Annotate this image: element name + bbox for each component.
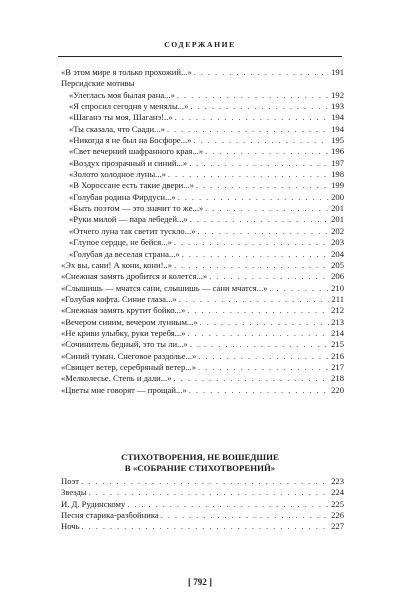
toc-leader-dots: [205, 203, 329, 214]
toc-entry-page: 217: [331, 361, 344, 372]
toc-entry-page: 194: [331, 123, 344, 134]
toc-entry-page: 193: [331, 101, 344, 112]
toc-leader-dots: [187, 305, 329, 316]
toc-leader-dots: [81, 476, 329, 487]
toc-entry: [61, 521, 344, 532]
toc-entry-page: 211: [331, 293, 344, 304]
toc-leader-dots: [167, 124, 329, 135]
toc-entry: [61, 78, 344, 89]
toc-leader-dots: [187, 328, 329, 339]
section-heading: [0, 452, 400, 474]
toc-leader-dots: [209, 271, 329, 282]
header-rule: [58, 56, 342, 57]
section-heading-line-2: В «СОБРАНИЕ СТИХОТВОРЕНИЙ»: [124, 463, 276, 473]
toc-entry-title: И. Д. Рудинскому: [61, 498, 126, 509]
toc-entry-title: «Снежная замять крутит бойко...»: [61, 305, 186, 316]
toc-entry-page: 212: [331, 305, 344, 316]
toc-entry-page: 205: [331, 259, 344, 270]
toc-entry-page: 197: [331, 157, 344, 168]
toc-entry-page: 195: [331, 135, 344, 146]
toc-entry-page: 206: [331, 271, 344, 282]
toc-entry-title: «Мелколесье. Степь и дали...»: [61, 373, 172, 384]
toc-entry-page: 214: [331, 327, 344, 338]
toc-entry-title: «Никогда я не был на Босфоре...»: [69, 135, 192, 146]
toc-entry: [61, 135, 344, 146]
toc-entry: [61, 192, 344, 203]
toc-entry-page: 198: [331, 169, 344, 180]
toc-entry-page: 201: [331, 214, 344, 225]
section-heading-line-1: СТИХОТВОРЕНИЯ, НЕ ВОШЕДШИЕ: [121, 452, 279, 462]
toc-entry: [61, 169, 344, 180]
toc-entry-page: 204: [331, 248, 344, 259]
toc-entry-title: «Отчего луна так светит тускло...»: [69, 225, 196, 236]
toc-list-uncollected: [61, 476, 344, 533]
toc-entry-title: «Цветы мне говорят — прощай...»: [61, 384, 187, 395]
toc-entry-title: «В Хороссане есть такие двери...»: [69, 180, 194, 191]
toc-entry: [61, 214, 344, 225]
toc-leader-dots: [194, 67, 329, 78]
toc-entry-page: 200: [331, 191, 344, 202]
toc-entry-page: 210: [331, 282, 344, 293]
toc-entry: [61, 203, 344, 214]
toc-entry-title: «Голубая кофта. Синие глаза...»: [61, 293, 177, 304]
toc-entry: [61, 101, 344, 112]
toc-leader-dots: [89, 487, 329, 498]
toc-entry-title: «Синий туман. Снеговое раздолье...»: [61, 350, 197, 361]
toc-entry-title: «Золото холодное луны...»: [69, 169, 166, 180]
toc-entry: [61, 146, 344, 157]
toc-entry-page: 223: [331, 476, 344, 486]
toc-entry: [61, 317, 344, 328]
toc-entry-page: 218: [331, 373, 344, 384]
toc-entry-page: 220: [331, 384, 344, 395]
toc-entry: [61, 339, 344, 350]
toc-entry-title: «Ты сказала, что Саади...»: [69, 123, 165, 134]
toc-entry: [61, 385, 344, 396]
toc-leader-dots: [198, 351, 329, 362]
toc-entry-page: 201: [331, 203, 344, 214]
toc-leader-dots: [168, 169, 329, 180]
toc-leader-dots: [127, 499, 329, 510]
toc-entry: [61, 249, 344, 260]
toc-entry: [61, 499, 344, 510]
toc-leader-dots: [196, 180, 329, 191]
toc-leader-dots: [200, 317, 329, 328]
toc-entry-title: «Я спросил сегодня у менялы...»: [69, 101, 189, 112]
toc-entry-title: Персидские мотивы: [61, 78, 135, 89]
toc-entry-page: 202: [331, 225, 344, 236]
toc-leader-dots: [82, 521, 330, 532]
toc-entry: [61, 305, 344, 316]
toc-leader-dots: [190, 339, 329, 350]
toc-leader-dots: [193, 135, 329, 146]
toc-entry-title: Песня старика-разбойника: [61, 510, 159, 521]
toc-entry-title: «Свищет ветер, серебряный ветер...»: [61, 361, 197, 372]
toc-entry-title: «Улеглась моя былая рана...»: [69, 89, 175, 100]
toc-entry-page: 191: [331, 67, 344, 77]
toc-entry: [61, 362, 344, 373]
toc-entry-title: «Быть поэтом — это значит то же...»: [69, 203, 204, 214]
toc-leader-dots: [189, 158, 329, 169]
toc-entry-title: Ночь: [61, 521, 80, 532]
header-title: СОДЕРЖАНИЕ: [164, 40, 236, 49]
toc-entry-title: «Эх вы, сани! А кони, кони!..»: [61, 259, 173, 270]
running-header: [0, 40, 400, 57]
toc-leader-dots: [179, 294, 330, 305]
toc-entry-page: 196: [331, 146, 344, 157]
toc-leader-dots: [174, 373, 330, 384]
toc-entry: [61, 226, 344, 237]
toc-leader-dots: [190, 101, 329, 112]
toc-entry-title: «Свет вечерний шафранного края...»: [69, 146, 204, 157]
toc-leader-dots: [198, 362, 329, 373]
toc-leader-dots: [174, 237, 329, 248]
toc-entry: [61, 158, 344, 169]
toc-entry-page: 192: [331, 89, 344, 100]
toc-entry: [61, 180, 344, 191]
toc-entry: [61, 90, 344, 101]
toc-entry-page: 199: [331, 180, 344, 191]
toc-entry-page: 213: [331, 316, 344, 327]
toc-leader-dots: [177, 90, 329, 101]
toc-entry: [61, 328, 344, 339]
toc-entry: [61, 487, 344, 498]
toc-entry-title: Звезды: [61, 487, 87, 498]
toc-leader-dots: [161, 510, 329, 521]
toc-leader-dots: [178, 192, 329, 203]
toc-entry: [61, 373, 344, 384]
toc-leader-dots: [182, 249, 329, 260]
toc-entry-title: «Голубая да веселая страна...»: [69, 248, 180, 259]
toc-entry-page: 215: [331, 339, 344, 350]
toc-leader-dots: [174, 260, 329, 271]
toc-entry: [61, 510, 344, 521]
toc-leader-dots: [269, 283, 329, 294]
toc-entry-page: 194: [331, 112, 344, 123]
toc-leader-dots: [175, 112, 329, 123]
toc-entry-title: Поэт: [61, 476, 80, 486]
toc-entry-title: «Вечером синим, вечером лунным...»: [61, 316, 198, 327]
toc-entry: [61, 476, 344, 487]
toc-entry-page: 203: [331, 237, 344, 248]
toc-entry-title: «Глупое сердце, не бейся...»: [69, 237, 172, 248]
toc-entry-page: 216: [331, 350, 344, 361]
toc-list: [61, 67, 344, 396]
toc-entry-title: «Сочинитель бедный, это ты ли...»: [61, 339, 188, 350]
toc-entry-title: «Воздух прозрачный и синий...»: [69, 157, 188, 168]
toc-entry-title: «Снежная замять дробится и колется...»: [61, 271, 208, 282]
toc-entry-page: 226: [331, 510, 344, 521]
toc-entry: [61, 260, 344, 271]
toc-entry: [61, 237, 344, 248]
toc-entry: [61, 271, 344, 282]
toc-entry-page: 224: [331, 487, 344, 498]
page-number: [ 792 ]: [188, 577, 212, 587]
toc-leader-dots: [197, 226, 329, 237]
toc-entry: [61, 283, 344, 294]
toc-entry: [61, 124, 344, 135]
toc-entry-title: «Шаганэ ты моя, Шаганэ!..»: [69, 112, 173, 123]
toc-entry: [61, 351, 344, 362]
toc-entry: [61, 112, 344, 123]
toc-entry-page: 225: [331, 498, 344, 509]
toc-entry-title: «Голубая родина Фирдуси...»: [69, 191, 176, 202]
toc-entry-title: «Слышишь — мчатся сани, слышишь — сани мчатся...»: [61, 282, 268, 293]
toc-entry: [61, 67, 344, 78]
toc-leader-dots: [189, 385, 329, 396]
toc-entry: [61, 294, 344, 305]
toc-entry-title: «Не криви улыбку, руки теребя...»: [61, 327, 186, 338]
toc-entry-page: 227: [331, 521, 344, 532]
toc-entry-title: «В этом мире я только прохожий...»: [61, 67, 192, 77]
toc-entry-title: «Руки милой — пара лебедей...»: [69, 214, 188, 225]
toc-leader-dots: [190, 214, 329, 225]
toc-leader-dots: [205, 146, 329, 157]
